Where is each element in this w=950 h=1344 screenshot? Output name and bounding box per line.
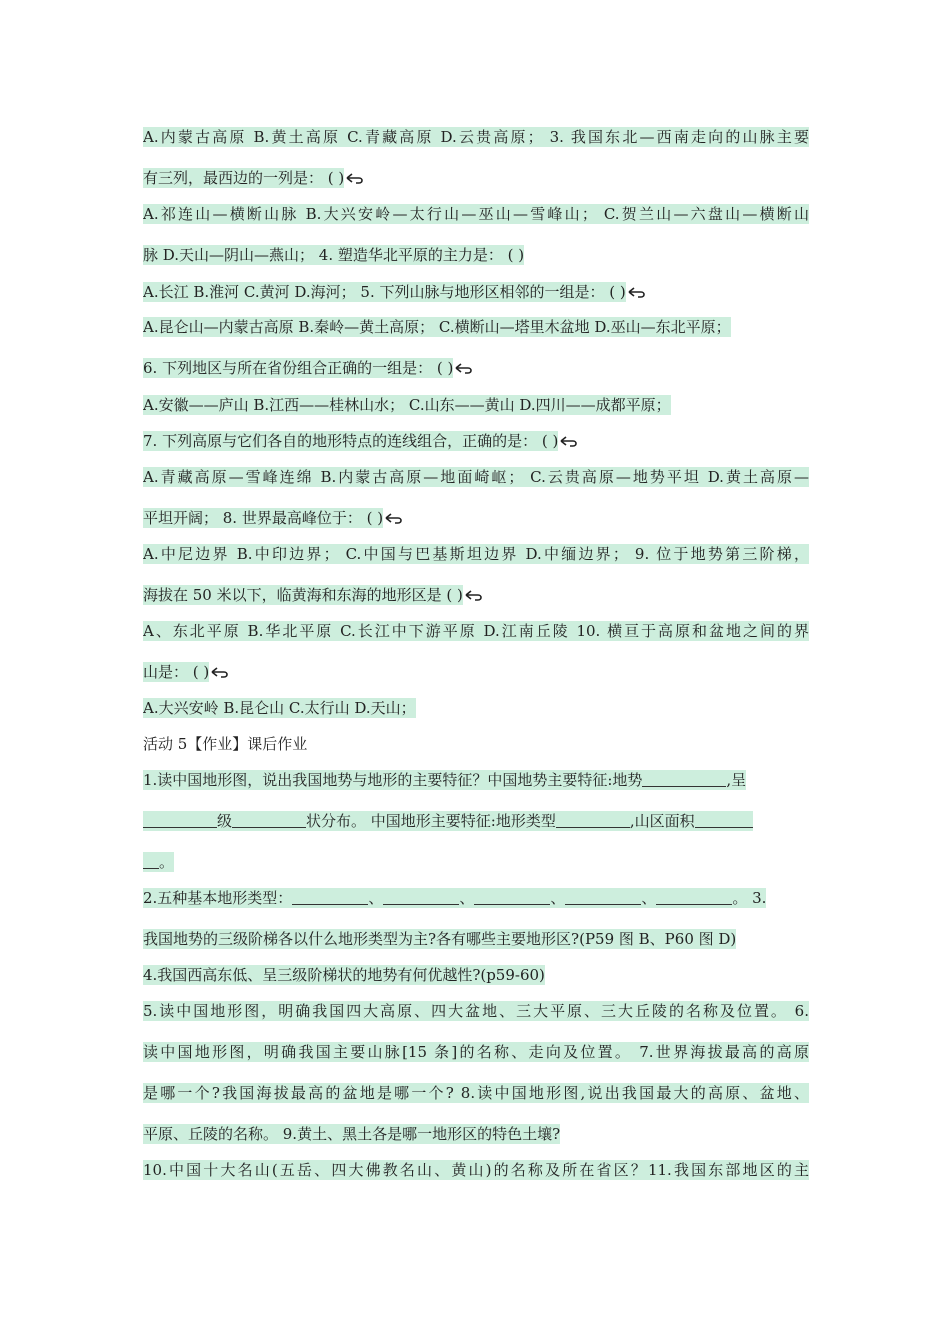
text-line: 平坦开阔； 8. 世界最高峰位于： ( )	[143, 507, 809, 529]
text-line: A.安徽——庐山 B.江西——桂林山水； C.山东——黄山 D.四川——成都平原；	[143, 396, 671, 414]
answer-blank[interactable]	[383, 890, 459, 905]
homework-line: 我国地势的三级阶梯各以什么地形类型为主?各有哪些主要地形区?(P59 图 B、P60 图 D)	[143, 930, 737, 948]
text-line: A.昆仑山—内蒙古高原 B.秦岭—黄土高原； C.横断山—塔里木盆地 D.巫山—东北平原；	[143, 318, 731, 336]
text-line: A.祁连山—横断山脉 B.大兴安岭—太行山—巫山—雪峰山； C.贺兰山—六盘山—横断山	[143, 205, 809, 223]
answer-blank[interactable]	[656, 890, 732, 905]
answer-blank[interactable]	[232, 813, 306, 828]
homework-line: 4.我国西高东低、呈三级阶梯状的地势有何优越性?(p59-60)	[143, 966, 545, 984]
text-line: 脉 D.天山—阴山—燕山； 4. 塑造华北平原的主力是： ( )	[143, 246, 525, 264]
homework-line: 读中国地形图，明确我国主要山脉[15 条]的名称、走向及位置。 7.世界海拔最高的高原	[143, 1043, 809, 1061]
answer-blank[interactable]	[143, 813, 217, 828]
return-arrow-mark-icon	[345, 172, 365, 184]
return-arrow-mark-icon	[384, 512, 404, 524]
text-line: A、东北平原 B.华北平原 C.长江中下游平原 D.江南丘陵 10. 横亘于高原和盆地之间的界	[143, 622, 809, 640]
answer-blank[interactable]	[695, 813, 753, 828]
text-line: A.长江 B.淮河 C.黄河 D.海河； 5. 下列山脉与地形区相邻的一组是： ( )	[143, 281, 809, 303]
homework-q1-line: 。	[143, 851, 809, 873]
return-arrow-mark-icon	[210, 666, 230, 678]
text-line: 有三列，最西边的一列是： ( )	[143, 167, 809, 189]
homework-line: 5.读中国地形图，明确我国四大高原、四大盆地、三大平原、三大丘陵的名称及位置。 6.	[143, 1002, 809, 1020]
text-line: A.内蒙古高原 B.黄土高原 C.青藏高原 D.云贵高原； 3. 我国东北—西南走向的山脉主要	[143, 128, 809, 146]
homework-line: 是哪一个?我国海拔最高的盆地是哪一个? 8.读中国地形图,说出我国最大的高原、盆地、	[143, 1084, 809, 1102]
answer-blank[interactable]	[143, 854, 159, 869]
return-arrow-mark-icon	[627, 286, 647, 298]
homework-q2-line: 2.五种基本地形类型： 、 、 、 、 。 3.	[143, 889, 767, 907]
text-line: A.中尼边界 B.中印边界； C.中国与巴基斯坦边界 D.中缅边界； 9. 位于地势第三阶梯，	[143, 545, 809, 563]
text-line: 山是： ( )	[143, 661, 809, 683]
answer-blank[interactable]	[474, 890, 550, 905]
answer-blank[interactable]	[292, 890, 368, 905]
activity-heading: 活动 5【作业】课后作业	[143, 735, 308, 753]
text-line: 海拔在 50 米以下，临黄海和东海的地形区是 ( )	[143, 584, 809, 606]
homework-q1-line: 1.读中国地形图，说出我国地势与地形的主要特征？中国地势主要特征:地势 ,呈	[143, 771, 747, 789]
text-line: 6. 下列地区与所在省份组合正确的一组是： ( )	[143, 357, 809, 379]
return-arrow-mark-icon	[454, 362, 474, 374]
return-arrow-mark-icon	[559, 435, 579, 447]
homework-q1-line: 级 状分布。 中国地形主要特征:地形类型 ,山区面积	[143, 810, 809, 832]
text-line: A.青藏高原—雪峰连绵 B.内蒙古高原—地面崎岖； C.云贵高原—地势平坦 D.黄土高原—	[143, 468, 809, 486]
text-line: 7. 下列高原与它们各自的地形特点的连线组合，正确的是： ( )	[143, 430, 809, 452]
homework-line: 10.中国十大名山(五岳、四大佛教名山、黄山)的名称及所在省区？11.我国东部地区的主	[143, 1161, 809, 1179]
text-line: A.大兴安岭 B.昆仑山 C.太行山 D.天山；	[143, 699, 416, 717]
homework-line: 平原、丘陵的名称。 9.黄土、黑土各是哪一地形区的特色土壤?	[143, 1125, 561, 1143]
return-arrow-mark-icon	[464, 589, 484, 601]
answer-blank[interactable]	[642, 772, 726, 787]
answer-blank[interactable]	[556, 813, 630, 828]
answer-blank[interactable]	[565, 890, 641, 905]
